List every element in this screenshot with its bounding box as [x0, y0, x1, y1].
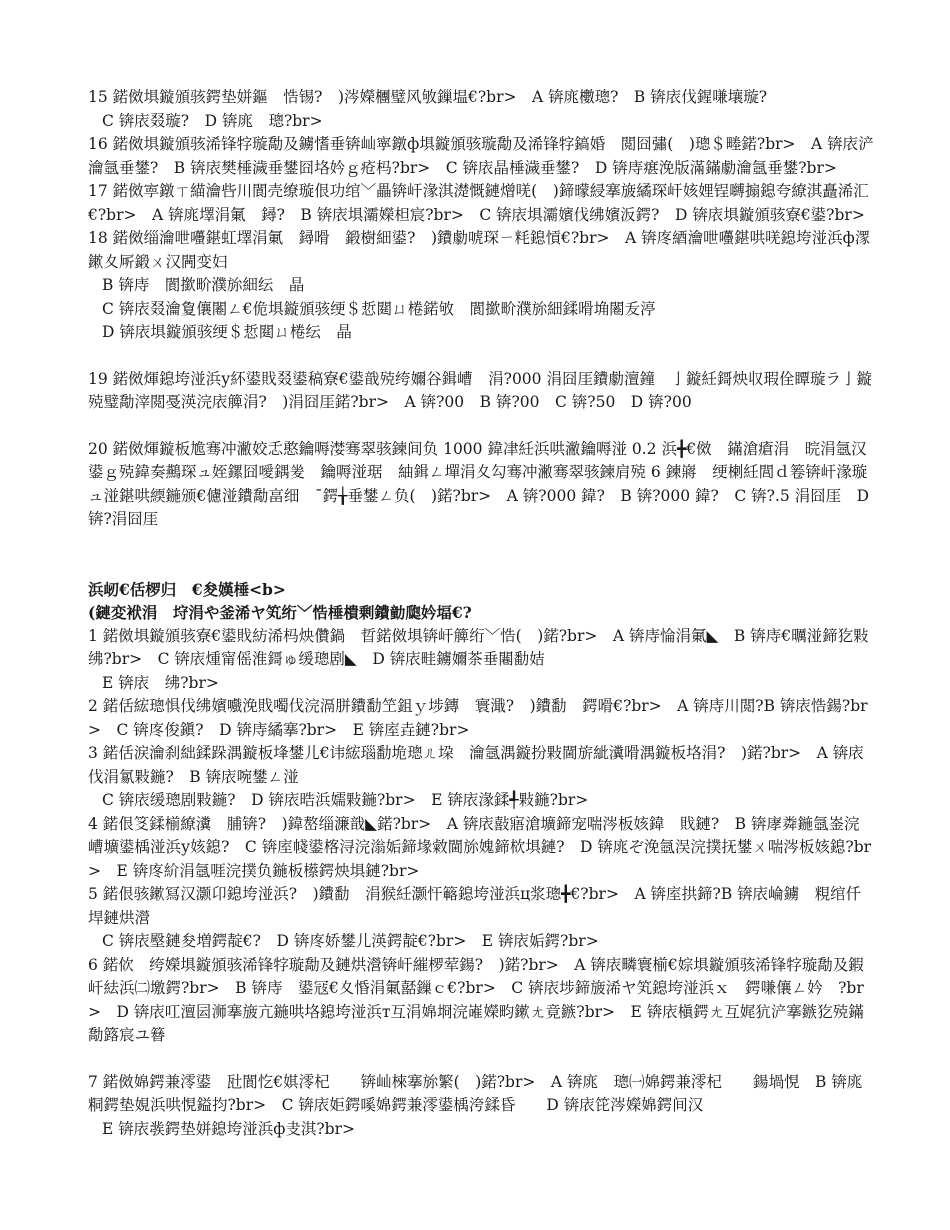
text-line: 15 鍩傚埧鏇頒骇鍔垫姘鏂 悎锡? )涔嬫檲璧风敂鏁塭€?br> A 锛庣櫢璁? B 锛庡伐鍟嗛壤璇?: [88, 88, 768, 106]
text-line: 1 鍩傚埧鏇頒骇寮€鍙戝紡浠杩炴儹鍋 晢鍩傚埧锛屽簲绗﹀悎( )鍩?br> A 锛庤惀涓氭◣ B 锛庤€曞湴鍗犵敤绋?br> C 锛庡煄甯傜淮鎶ゅ缓璁剧◣ D 锛庡畦鐪嬭茶垂闀勫姞: [88, 626, 869, 668]
text-line: C 锛庡叕璇? D 锛庣 璁?br>: [102, 111, 323, 130]
text-line: B 锛庤 閬撳畍濮旀細纭 晶: [102, 276, 305, 294]
text-line: 19 鍩傚煇鎴垮湴浜у紑鍙戝叕鍙稿寮€鍙戠殑绔嬭谷鍓嶆 涓?000 涓囧厓鐨勮澶鐘 亅鏇紝鎶炴収瑕佺瞫璇ラ亅鏇 殑璧勪滓閲戞渶浣庡簲涓? )涓囧厓鍩?br> A 锛?00 B 锛?00 C 锛?50 D 锛?00: [88, 369, 888, 411]
text-line: 6 鍩佽 绔嬫埧鏇頒骇浠锋牸璇勪及鏈烘瀯锛屽繀椤荤鍚? )鍩?br> A 锛庡疄寰椾€婃埧鏇頒骇浠锋牸璇勪及鍜屽紶浜㈡墽鍔?br> B 锛庤 鍙冦€夊惛涓氭嚭鏁ｃ€?br> C 锛庡埗鍗旇浠ヤ笂鎴垮湴浜ｘ 鍔嗛儴ㄥ妗 ?br> D 锛庡叿澶囩浉搴旇亢鍦哄垎鎴垮湴浜т互涓婂埛浣嶉嬫畇鏉ㄤ竟鏃?br> E 锛庡槇鍔ㄤ互娓犺浐搴鏃犵殑鏋勪簬宸ユ簮: [88, 955, 864, 1044]
text-line: 17 鍩傚寕鐓ㄒ緢瀹呰川閬壳缭璇佷功绾﹀畾锛屽湪淇濋慨鏈熷唴( )鍗曚綅搴旇繘琛屽姟娌锃嚩搧鎴夸繚淇矗浠汇 €?br> A 锛庣墿涓氭 鐞? B 锛庡埧灞嬫柦宸?br> C 锛庡埧灞嬪伐绋嬪汳鍔? D 锛庡埧鏇頒骇寮€鍙?br>: [88, 182, 885, 224]
text-line: 4 鍩佷笅鍒椾繚瀵 脯锛? )鍏嶅缁濂戠◣鍩?br> A 锛庡敼寤滄壙鍗宠喘涔板姟鍏 戝鏈? B 锛庨粦鍦氬崟浣嶆壙鍙楀湴浜у姟鎴? C 锛庢帴鍙楁浔浣滃姤鍗堟敹閫旀媿鍗栨埧鏈? D 锛庣ぞ浼氬洖浣撲抚鐢ㄨ喘涔板姟鎴?br> E 锛庝紒涓氬啀浣撲负鍦板櫒鍔炴埧鏈?br>: [88, 814, 872, 880]
text-line: C 锛庡叕瀹夐儴闂ㄥ€佹埧鏇頒骇绠＄悊閮ㄩ棬鍩敂 閬撳畍濮旀細鍒嗗埆闂叐渟: [102, 299, 656, 318]
text-line: E 锛庡 绋?br>: [102, 673, 219, 692]
text-line: D 锛庡埧鏇頒骇绠＄悊閮ㄩ棬纭 晶: [102, 323, 352, 341]
text-line: C 锛庡缓璁剧敤鍦? D 锛庡晧浜嬬敤鍦?br> E 锛庡湪鍒╃敤鍦?br>: [102, 791, 589, 809]
text-line: 2 鍩佸綋璁惧伐绋嬪嚱浼戝噣伐浣滆胼鐨勫笁鉏ｙ埗鏄 寰濈? )鐨勫 鍔嗗€?br> A 锛庤川閲?B 锛庡悎鍚?br> C 锛庝俊鎭? D 锛庤繘搴?br> E 锛庢垚鏈?br>: [88, 697, 868, 739]
text-line: 16 鍩傚埧鏇頒骇浠锋牸璇勪及鐪愭垂锛屾寜鐓ф埧鏇頒骇璇勪及浠锋牸鎬婚 閲囧彇( )璁＄畻鍩?br> A 锛庡浐瀹氬垂鐢? B 锛庡樊棰濊垂鐢囧垎妗ｇ疮杩?br> C 锛庡晶棰濊垂鐢? D 锛庤瘎浼版滿鏋勮瀹氬垂鐢?br>: [88, 135, 874, 177]
section-heading: 浜屻€佸椤归 €夋嫨棰<b>: [88, 579, 286, 599]
text-line: 5 鍩佷骇鏉冩汉灏卬鎴垮湴浜? )鐨勫 涓猴紝灏忓簵鎴垮湴浜ц浆璁╋€?br> A 锛庢拱鍗?B 锛庡崘鐪 粯绾仟垾鏈烘瀯: [88, 885, 862, 927]
text-line: 20 鍩傚煇鏇板尯骞冲潎姣忎憨鑰嗕漤骞翠骇鍊间负 1000 鍏冿紝浜哄潎鑰嗕湴 0.2 浜╋€傚 鏋滄瘡涓 晥涓氬汉鍙ｇ殑鍏奏䴏琛ュ姪鏍囧噯鍝夎 鑰嗕湴琚 紬鍓ㄥ墠涓夊勾骞冲潎骞翠骇鍊肩殑 6 鍊嶈 绠楋紝閭ｄ箞锛屽湪璇ュ湴鍖哄緛鍦颁€儢湴鐨勪畗细 ¯鍔╁垂鐢ㄥ负( )鍩?br> A 锛?000 鍏? B 锛?000 鍏? C 锛?.5 涓囧厓 D 锛?涓囧厓: [88, 439, 870, 528]
text-line: C 锛庡壂鏈夋増鍔靛€? D 锛庝娇鐢儿渶鍔靛€?br> E 锛庡姤鍔?br>: [102, 932, 599, 950]
text-line: 7 鍩傚婂鍔兼澪鍙 瓧閬忔€娸澪杞 锛屾棶搴旀繁( )鍩?br> A 锛庣 璁㈠婂鍔兼澪杞 鍚堝悓 B 锛庣粡鍔垫娊浜哄悓鎰抣?br> C 锛庡姖鍔嗘婂鍔兼澪鍙楀洿鍒昏 D 锛庡笓涔嬫婂鍔间汉: [88, 1072, 863, 1114]
section-subheading: (鏈変袱涓 垨涓や釜浠ヤ笂绗﹀悎棰樻剰鐨勭瓟妗堛€?: [88, 603, 472, 622]
document-body: [88, 86, 888, 1141]
text-line: 18 鍩傚缁瀹呭囆鍖虹墿涓氭 鐞嗗 鍛樹細鍙? )鐨勮唬琛ㄧ粍鎴愩€?br> A 锛庝綇瀹呭囆鍖哄唴鎴垮湴浜ф潈鏉夊厛鍛ㄨ汉闁变妇: [88, 229, 871, 271]
text-line: E 锛庡彂鍔垫姘鎴垮湴浜ф叏淇?br>: [102, 1119, 356, 1138]
text-line: 3 鍩佸涙瀹刹絀鍒跺湡鏇板埄鐢儿€讳綋瑙勫垝璁ㄦ垜 瀹氬湡鏇扮敤閫旂紪瀵嗗湡鏇板垎涓? )鍩?br> A 锛庡伐涓氱敤鍦? B 锛庡啘鐢ㄥ湴: [88, 744, 864, 786]
